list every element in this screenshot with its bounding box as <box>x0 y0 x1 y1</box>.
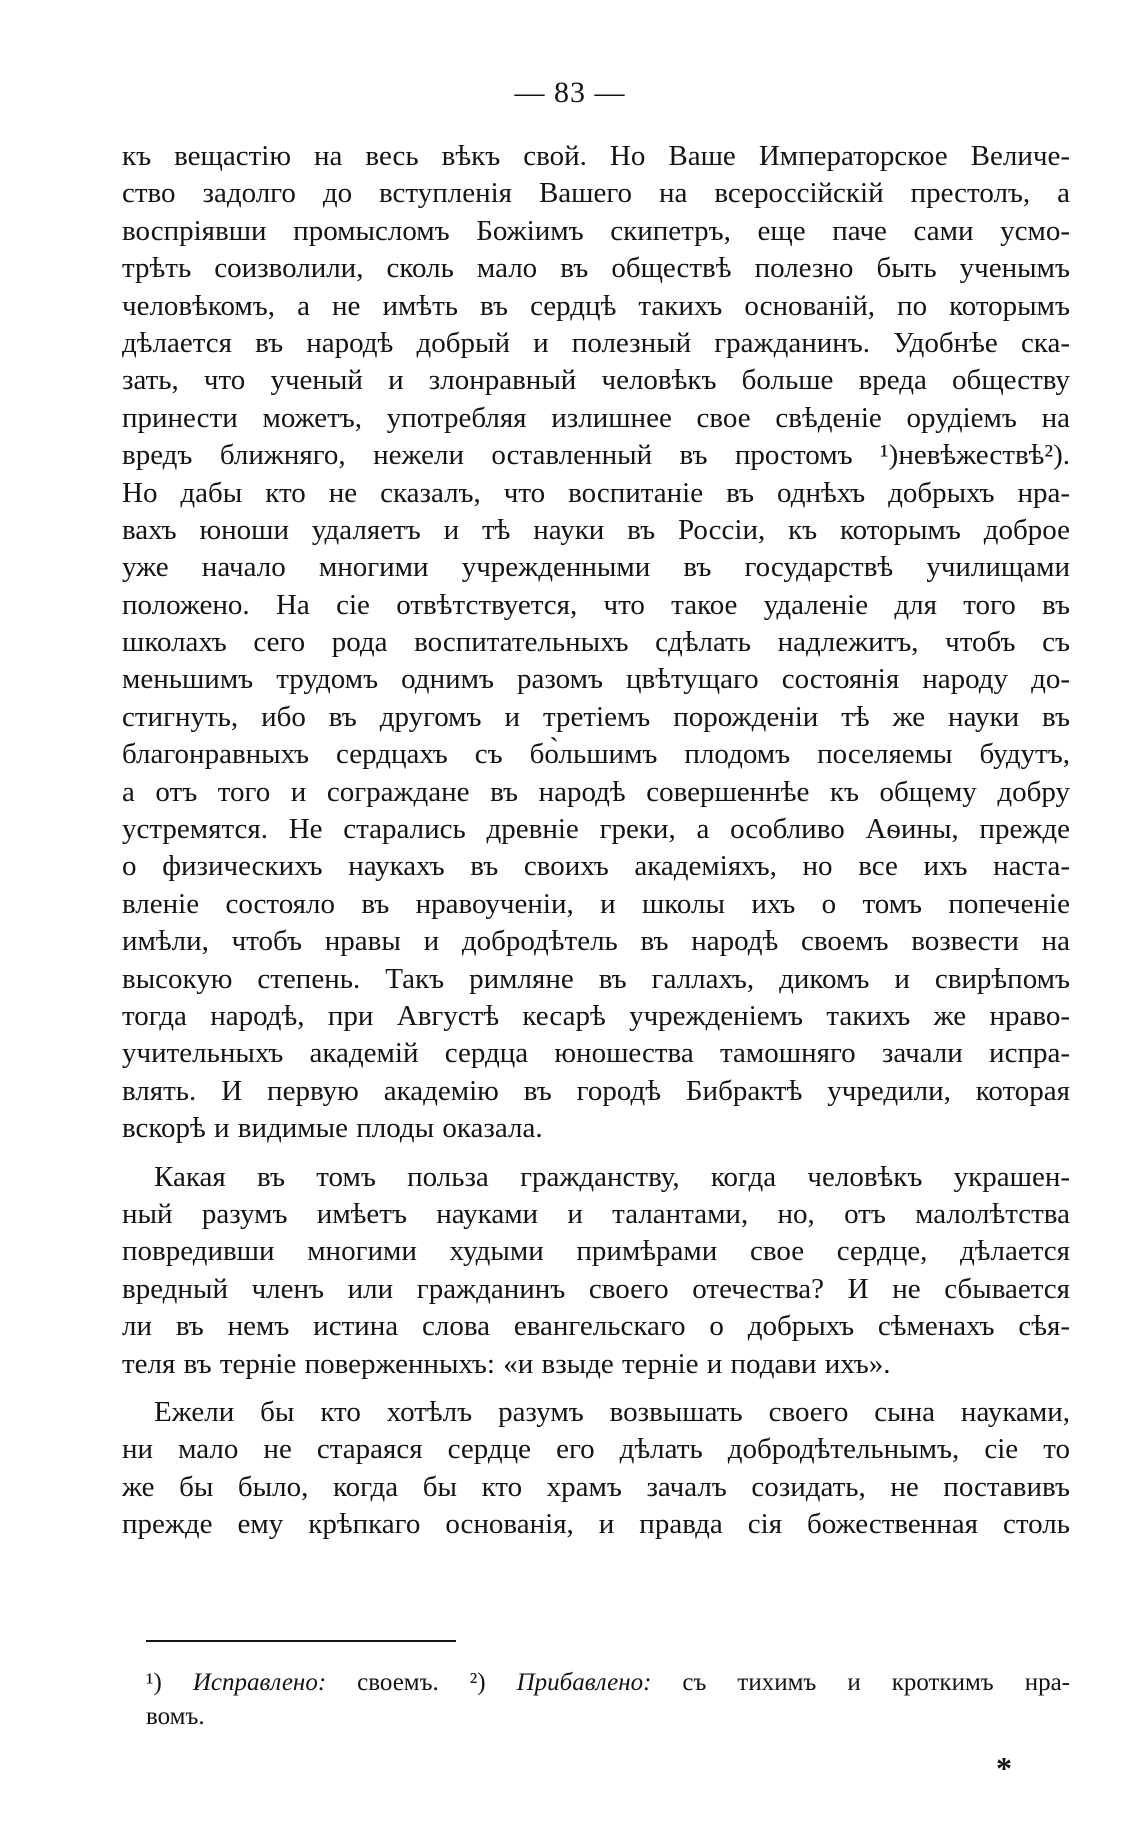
text-line: положено. На сіе отвѣтствуется, что такое удаленіе для того въ <box>122 588 1070 621</box>
footnote-marker: ²) <box>469 1669 486 1696</box>
text-line: человѣкомъ, а не имѣть въ сердцѣ такихъ основаній, по которымъ <box>122 289 1070 322</box>
text-line: о физическихъ наукахъ въ своихъ академіяхъ, но все ихъ наста- <box>122 850 1070 883</box>
text-line: Какая въ томъ польза гражданству, когда человѣкъ украшен- <box>154 1160 1070 1193</box>
text-line: стигнуть, ибо въ другомъ и третіемъ порожденіи тѣ же науки въ <box>122 700 1070 733</box>
footnote-marker: ¹) <box>146 1669 162 1696</box>
footnote-label: Исправлено: <box>192 1669 327 1696</box>
text-line: ство задолго до вступленія Вашего на всероссійскій престолъ, а <box>122 177 1070 210</box>
text-line: устремятся. Не старались древніе греки, а особливо Аѳины, прежде <box>122 813 1070 846</box>
text-line: воспріявши промысломъ Божіимъ скипетръ, еще паче сами усмо- <box>122 214 1070 247</box>
footnote-label: Прибавлено: <box>516 1669 652 1696</box>
paragraph-spacer <box>122 1383 1070 1394</box>
text-line: благонравныхъ сердцахъ съ бо̀льшимъ плодомъ поселяемы будутъ, <box>122 738 1070 771</box>
footnote-line <box>146 1666 1070 1700</box>
paragraph-3 <box>122 1394 1070 1544</box>
text-line: учительныхъ академій сердца юношества тамошняго зачали испра- <box>122 1037 1070 1070</box>
text-line: имѣли, чтобъ нравы и добродѣтель въ народѣ своемъ возвести на <box>122 925 1070 958</box>
text-line: меньшимъ трудомъ однимъ разомъ цвѣтущаго состоянія народу до- <box>122 663 1070 696</box>
text-line: уже начало многими учрежденными въ государствѣ училищами <box>122 551 1070 584</box>
text-line: влять. И первую академію въ городѣ Бибрактѣ учредили, которая <box>122 1074 1070 1107</box>
paragraph-2 <box>122 1159 1070 1383</box>
text-line: повредивши многими худыми примѣрами свое сердце, дѣлается <box>122 1235 1070 1268</box>
text-line: вленіе состояло въ нравоученіи, и школы ихъ о томъ попеченіе <box>122 887 1070 920</box>
text-line: дѣлается въ народѣ добрый и полезный гражданинъ. Удобнѣе ска- <box>122 326 1070 359</box>
text-line: Ежели бы кто хотѣлъ разумъ возвышать своего сына науками, <box>154 1395 1070 1428</box>
paragraph-spacer <box>122 1148 1070 1159</box>
text-line: высокую степень. Такъ римляне въ галлахъ, дикомъ и свирѣпомъ <box>122 962 1070 995</box>
footnotes <box>146 1666 1070 1734</box>
footnote-continuation: вомъ. <box>146 1703 205 1730</box>
signature-mark: * <box>996 1750 1012 1786</box>
text-line: теля въ терніе поверженныхъ: «и взыде терніе и подави ихъ». <box>122 1347 891 1380</box>
text-line: трѣть соизволили, сколь мало въ обществѣ полезно быть ученымъ <box>122 252 1070 285</box>
text-line: же бы было, когда бы кто храмъ зачалъ созидать, не поставивъ <box>122 1470 1070 1503</box>
text-line: вахъ юноши удаляетъ и тѣ науки въ Россіи, къ которымъ доброе <box>122 513 1070 546</box>
text-line: школахъ сего рода воспитательныхъ сдѣлать надлежитъ, чтобъ съ <box>122 626 1070 659</box>
text-line: вредный членъ или гражданинъ своего отечества? И не сбывается <box>122 1272 1070 1305</box>
footnote-text: съ тихимъ и кроткимъ нра- <box>682 1669 1070 1696</box>
text-line: а отъ того и сограждане въ народѣ совершеннѣе къ общему добру <box>122 775 1070 808</box>
text-line: къ вещастію на весь вѣкъ свой. Но Ваше Императорское Величе- <box>122 140 1070 172</box>
text-line: принести можетъ, употребляя излишнее свое свѣденіе орудіемъ на <box>122 401 1070 434</box>
footnote-divider <box>146 1640 456 1642</box>
text-line: вредъ ближняго, нежели оставленный въ простомъ ¹)невѣжествѣ²). <box>122 439 1070 472</box>
text-line: вскорѣ и видимые плоды оказала. <box>122 1112 543 1145</box>
text-line: тогда народѣ, при Августѣ кесарѣ учрежденіемъ такихъ же нраво- <box>122 999 1070 1032</box>
body-text <box>122 138 1070 1543</box>
paragraph-1 <box>122 138 1070 1148</box>
text-line: зать, что ученый и злонравный человѣкъ больше вреда обществу <box>122 364 1070 397</box>
text-line: прежде ему крѣпкаго основанія, и правда сія божественная столь <box>122 1508 1070 1541</box>
text-line: ный разумъ имѣетъ науками и талантами, но, отъ малолѣтства <box>122 1197 1070 1230</box>
text-line: Но дабы кто не сказалъ, что воспитаніе въ однѣхъ добрыхъ нра- <box>122 476 1070 509</box>
text-line: ни мало не стараяся сердце его дѣлать добродѣтельнымъ, сіе то <box>122 1433 1070 1466</box>
text-line: ли въ немъ истина слова евангельскаго о добрыхъ сѣменахъ сѣя- <box>122 1310 1070 1343</box>
page-number: — 83 — <box>514 76 626 109</box>
footnote-text: своемъ. <box>357 1669 439 1696</box>
